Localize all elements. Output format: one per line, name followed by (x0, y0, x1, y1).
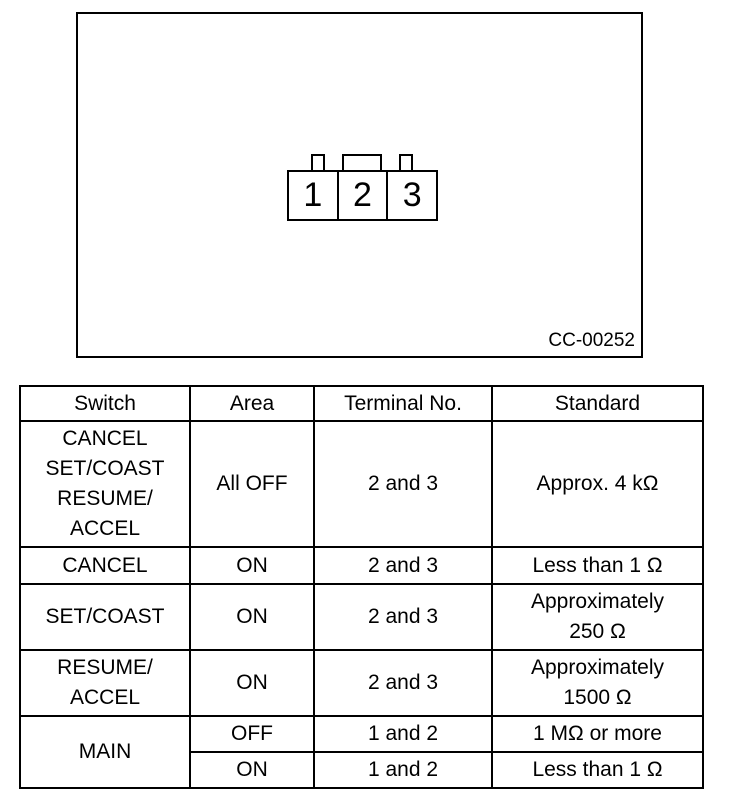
switch-cell: SET/COAST (20, 584, 190, 650)
connector-lock-tab (399, 154, 413, 171)
terminal-pin-1: 1 (289, 172, 339, 219)
terminal-cell: 2 and 3 (314, 547, 492, 584)
connector-lock-tab (342, 154, 382, 171)
standard-cell: Approximately 1500 Ω (492, 650, 703, 716)
table-header-row (20, 386, 703, 421)
table-row (20, 547, 703, 584)
area-cell: ON (190, 584, 314, 650)
standard-cell: Approximately 250 Ω (492, 584, 703, 650)
header-area: Area (190, 386, 314, 421)
area-cell: OFF (190, 716, 314, 752)
area-cell: ON (190, 650, 314, 716)
standard-cell: Less than 1 Ω (492, 752, 703, 788)
connector-figure (76, 12, 643, 358)
header-standard: Standard (492, 386, 703, 421)
switch-cell: RESUME/ ACCEL (20, 650, 190, 716)
terminal-cell: 1 and 2 (314, 752, 492, 788)
standard-cell: 1 MΩ or more (492, 716, 703, 752)
figure-code: CC-00252 (548, 330, 635, 351)
connector-lock-tab (311, 154, 325, 171)
table-row (20, 421, 703, 547)
header-switch: Switch (20, 386, 190, 421)
standard-cell: Less than 1 Ω (492, 547, 703, 584)
terminal-pin-2: 2 (339, 172, 389, 219)
area-cell: ON (190, 752, 314, 788)
table-row (20, 650, 703, 716)
terminal-cell: 2 and 3 (314, 584, 492, 650)
area-cell: ON (190, 547, 314, 584)
terminal-cell: 2 and 3 (314, 650, 492, 716)
switch-cell: CANCEL (20, 547, 190, 584)
connector-pins (287, 170, 438, 221)
switch-cell: MAIN (20, 716, 190, 788)
terminal-cell: 2 and 3 (314, 421, 492, 547)
connector-diagram (287, 154, 438, 222)
header-terminal-no: Terminal No. (314, 386, 492, 421)
table-row (20, 584, 703, 650)
terminal-cell: 1 and 2 (314, 716, 492, 752)
switch-resistance-table (19, 385, 704, 789)
area-cell: All OFF (190, 421, 314, 547)
switch-cell: CANCEL SET/COAST RESUME/ ACCEL (20, 421, 190, 547)
standard-cell: Approx. 4 kΩ (492, 421, 703, 547)
terminal-pin-3: 3 (402, 176, 422, 214)
table-row (20, 716, 703, 752)
